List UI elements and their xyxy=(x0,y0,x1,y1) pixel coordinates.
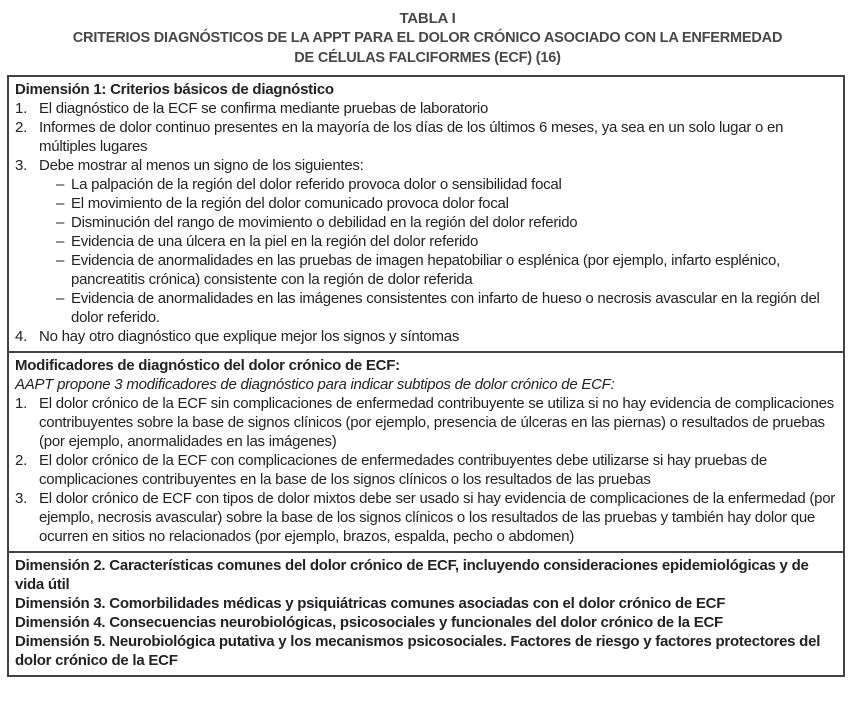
item-text: El dolor crónico de ECF con tipos de dolor mixtos debe ser usado si hay evidencia de complicaciones de la enfermedad (por ejemplo, necrosis avascular) sobre la base de los signos clínicos o los resultados de las pruebas y también hay dolor que ocurren en sitios no relacionados (por ejemplo, brazos, espalda, pecho o abdomen) xyxy=(39,490,836,545)
item-text: No hay otro diagnóstico que explique mejor los signos y síntomas xyxy=(39,328,460,345)
item-text: La palpación de la región del dolor referido provoca dolor o sensibilidad focal xyxy=(71,176,562,193)
criteria-item-italic: AAPT propone 3 modificadores de diagnóstico para indicar subtipos de dolor crónico de ECF: xyxy=(15,376,615,393)
table-title-block xyxy=(0,0,855,68)
table-title-line-1: CRITERIOS DIAGNÓSTICOS DE LA APPT PARA EL DOLOR CRÓNICO ASOCIADO CON LA ENFERMEDAD xyxy=(72,30,783,46)
dash-marker: – xyxy=(56,233,65,250)
criteria-item-numbered xyxy=(15,99,837,118)
criteria-item-heading: Dimensión 2. Características comunes del dolor crónico de ECF, incluyendo consideraciones epidemiológicas y de vida útil xyxy=(15,557,809,593)
criteria-item-dash xyxy=(15,175,837,194)
criteria-item-dash xyxy=(15,251,837,289)
criteria-item-heading: Modificadores de diagnóstico del dolor crónico de ECF: xyxy=(15,357,400,374)
dash-marker: – xyxy=(56,290,65,307)
item-number: 4. xyxy=(15,328,28,345)
item-text: Informes de dolor continuo presentes en la mayoría de los días de los últimos 6 meses, ya sea en un solo lugar o en múltiples lugares xyxy=(39,119,784,155)
criteria-item-heading: Dimensión 5. Neurobiológica putativa y los mecanismos psicosociales. Factores de riesgo y factores protectores del dolor crónico de la ECF xyxy=(15,633,821,669)
criteria-item-numbered xyxy=(15,451,837,489)
item-text: Debe mostrar al menos un signo de los siguientes: xyxy=(39,157,364,174)
section-dimensiones-2-5 xyxy=(9,551,843,675)
criteria-table xyxy=(7,75,845,677)
item-number: 2. xyxy=(15,452,28,469)
dash-marker: – xyxy=(56,214,65,231)
criteria-item-numbered xyxy=(15,327,837,346)
criteria-item-dash xyxy=(15,232,837,251)
item-text: El dolor crónico de la ECF con complicaciones de enfermedades contribuyentes debe utilizarse si hay pruebas de complicaciones contribuyentes en la base de los signos clínicos o los resultados de las pruebas xyxy=(39,452,767,488)
section-dimension-1 xyxy=(9,77,843,351)
item-text: Evidencia de una úlcera en la piel en la región del dolor referido xyxy=(71,233,479,250)
item-text: Evidencia de anormalidades en las imágenes consistentes con infarto de hueso o necrosis avascular en la región del dolor referido. xyxy=(71,290,820,326)
criteria-item-heading: Dimensión 1: Criterios básicos de diagnóstico xyxy=(15,81,334,98)
item-text: Evidencia de anormalidades en las pruebas de imagen hepatobiliar o esplénica (por ejemplo, infarto esplénico, pancreatitis crónica) consistente con la región de dolor referida xyxy=(71,252,781,288)
criteria-item-numbered xyxy=(15,156,837,175)
section-modificadores xyxy=(9,351,843,551)
item-text: El movimiento de la región del dolor comunicado provoca dolor focal xyxy=(71,195,509,212)
dash-marker: – xyxy=(56,176,65,193)
criteria-item-dash xyxy=(15,213,837,232)
item-text: Disminución del rango de movimiento o debilidad en la región del dolor referido xyxy=(71,214,578,231)
item-number: 2. xyxy=(15,119,28,136)
criteria-item-numbered xyxy=(15,489,837,546)
item-number: 1. xyxy=(15,100,28,117)
item-number: 1. xyxy=(15,395,28,412)
item-number: 3. xyxy=(15,490,28,507)
criteria-item-numbered xyxy=(15,118,837,156)
item-number: 3. xyxy=(15,157,28,174)
dash-marker: – xyxy=(56,252,65,269)
table-title-line-2: DE CÉLULAS FALCIFORMES (ECF) (16) xyxy=(294,50,561,66)
criteria-item-heading: Dimensión 3. Comorbilidades médicas y psiquiátricas comunes asociadas con el dolor crónico de ECF xyxy=(15,595,726,612)
table-label: TABLA I xyxy=(399,10,456,27)
dash-marker: – xyxy=(56,195,65,212)
criteria-item-dash xyxy=(15,289,837,327)
criteria-item-heading: Dimensión 4. Consecuencias neurobiológicas, psicosociales y funcionales del dolor crónico de la ECF xyxy=(15,614,723,631)
item-text: El dolor crónico de la ECF sin complicaciones de enfermedad contribuyente se utiliza si no hay evidencia de complicaciones contribuyentes sobre la base de signos clínicos (por ejemplo, presencia de úlceras en las piernas) o resultados de pruebas (por ejemplo, anormalidades en las imágenes) xyxy=(39,395,834,450)
criteria-item-dash xyxy=(15,194,837,213)
item-text: El diagnóstico de la ECF se confirma mediante pruebas de laboratorio xyxy=(39,100,489,117)
criteria-item-numbered xyxy=(15,394,837,451)
